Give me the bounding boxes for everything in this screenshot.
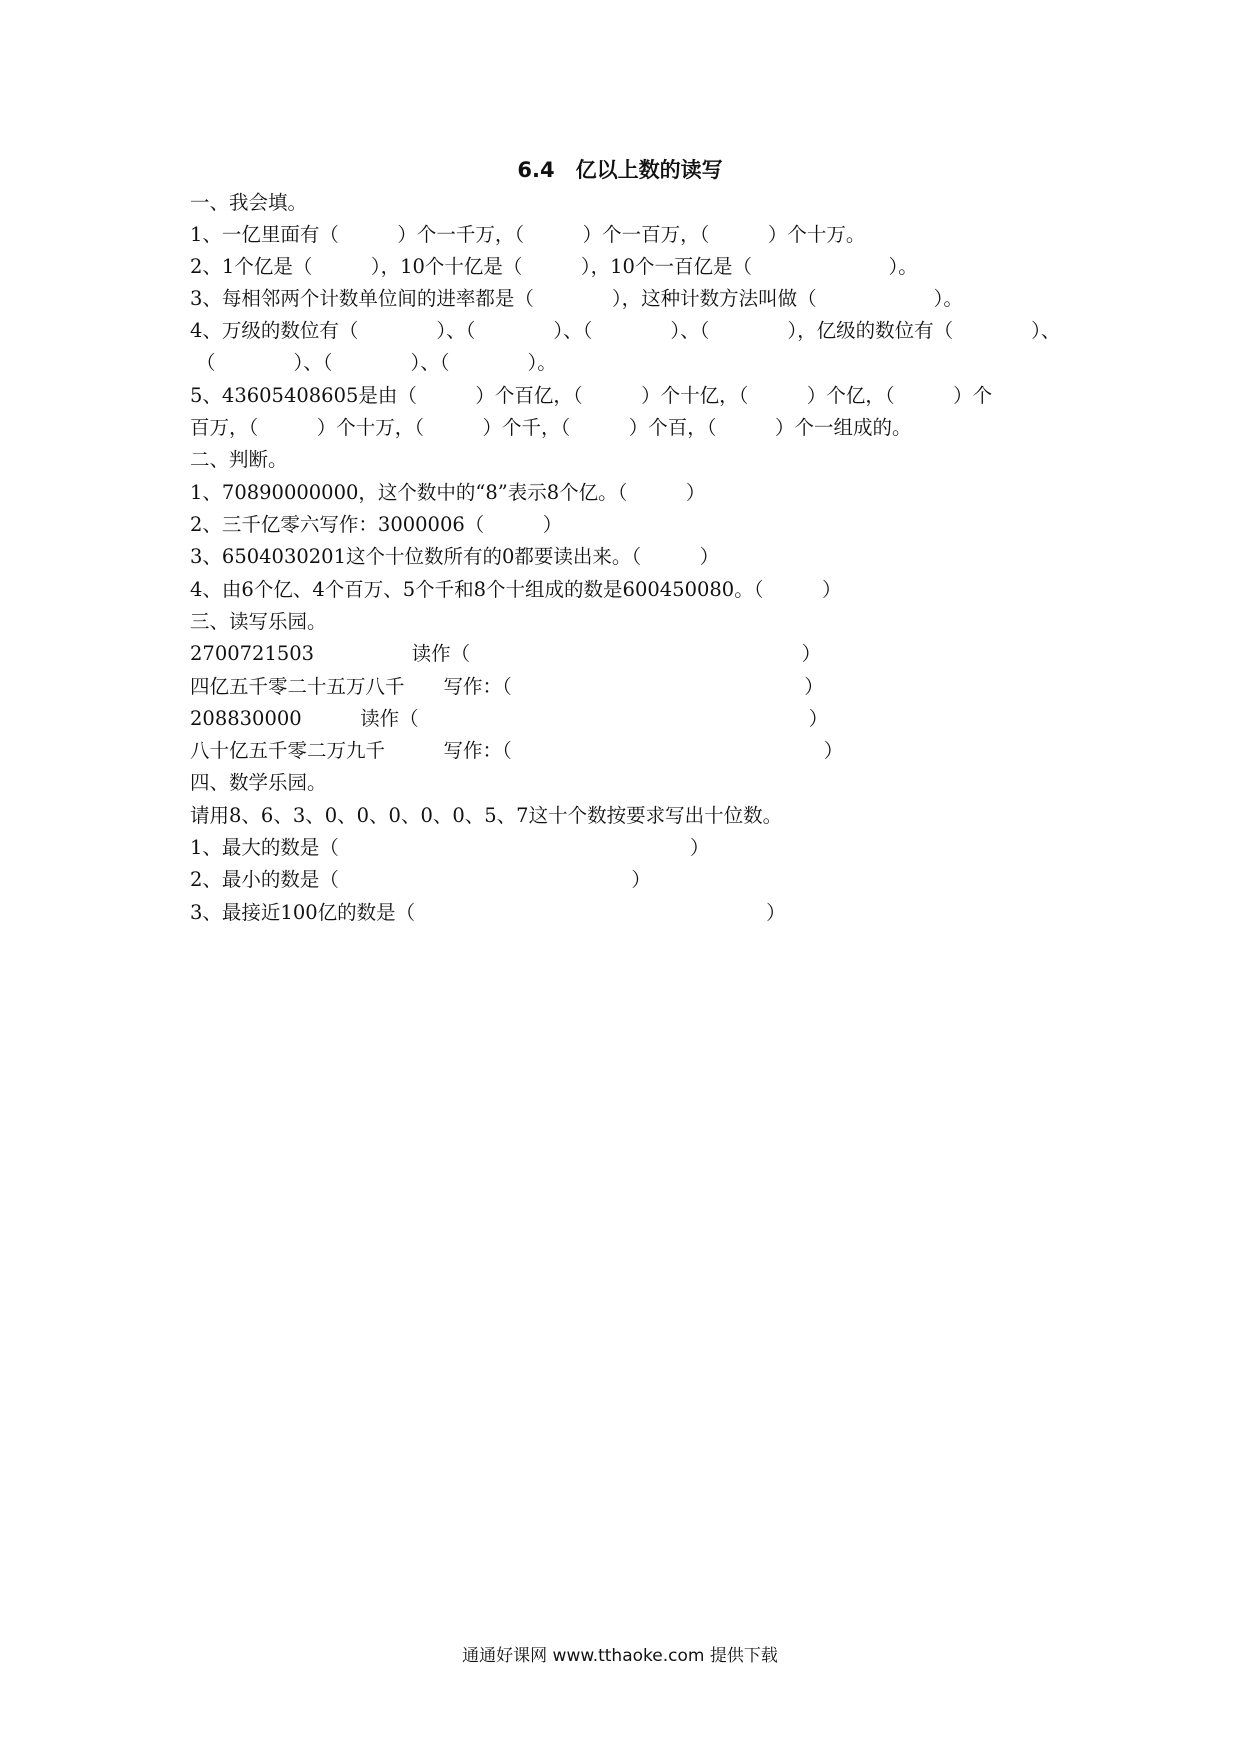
section-2-heading: 二、判断。	[190, 448, 288, 471]
question-line: 3、6504030201这个十位数所有的0都要读出来。（ ）	[190, 545, 720, 568]
question-line: 请用8、6、3、0、0、0、0、0、5、7这十个数按要求写出十位数。	[190, 804, 783, 827]
question-line: 四亿五千零二十五万八千 写作：（ ）	[190, 675, 824, 698]
question-line: 208830000 读作（ ）	[190, 707, 829, 730]
section-4-heading: 四、数学乐园。	[190, 771, 327, 794]
question-line: 5、43605408605是由（ ）个百亿，（ ）个十亿，（ ）个亿，（ ）个	[190, 384, 993, 407]
question-line: 2、1个亿是（ ），10个十亿是（ ），10个一百亿是（ ）。	[190, 255, 918, 278]
question-line: 1、一亿里面有（ ）个一千万，（ ）个一百万，（ ）个十万。	[190, 223, 866, 246]
footer-credit: 通通好课网 www.tthaoke.com 提供下载	[462, 1646, 778, 1666]
page-title: 6.4 亿以上数的读写	[517, 158, 723, 182]
question-line: 1、70890000000，这个数中的“8”表示8个亿。（ ）	[190, 481, 706, 504]
question-line: 2、三千亿零六写作：3000006（ ）	[190, 513, 563, 536]
question-line: 4、由6个亿、4个百万、5个千和8个十组成的数是600450080。（ ）	[190, 578, 842, 601]
question-line: 八十亿五千零二万九千 写作：（ ）	[190, 739, 844, 762]
question-line: 3、最接近100亿的数是（ ）	[190, 901, 786, 924]
question-line: 3、每相邻两个计数单位间的进率都是（ ），这种计数方法叫做（ ）。	[190, 287, 963, 310]
section-3-heading: 三、读写乐园。	[190, 610, 327, 633]
question-line: 2700721503 读作（ ）	[190, 642, 822, 665]
section-1-heading: 一、我会填。	[190, 191, 308, 214]
question-line: 4、万级的数位有（ ）、（ ）、（ ）、（ ），亿级的数位有（ ）、	[190, 319, 1061, 342]
question-line: （ ）、（ ）、（ ）。	[196, 351, 557, 374]
question-line: 百万，（ ）个十万，（ ）个千，（ ）个百，（ ）个一组成的。	[190, 416, 912, 439]
question-line: 1、最大的数是（ ）	[190, 836, 710, 859]
question-line: 2、最小的数是（ ）	[190, 868, 651, 891]
